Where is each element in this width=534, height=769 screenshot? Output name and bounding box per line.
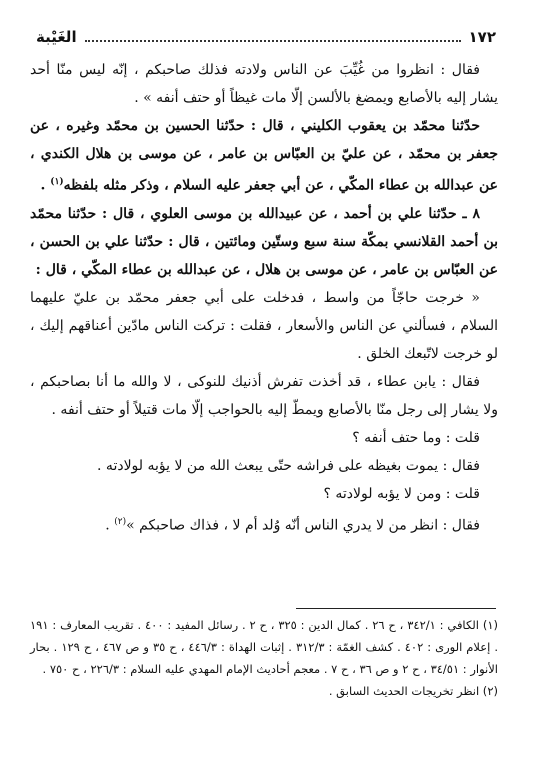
paragraph: فقال : يابن عطاء ، قد أخذت تفرش أذنيك للنوكى ، لا والله ما أنا بصاحبكم ، ولا يشار إلى رجل منّا بالأصابع ويمطّ إليه بالحواجب إلّا مات قتيلاً أو حتف أنفه . (30, 373, 498, 418)
main-text (30, 56, 498, 539)
paragraph-text: حدّثنا محمّد بن يعقوب الكليني ، قال : حدّثنا الحسين بن محمّد وغيره ، عن جعفر بن محمّد ، عن عليّ بن العبّاس بن عامر ، عن موسى بن هلال الكندي ، عن عبدالله بن عطاء المكّي ، عن أبي جعفر عليه السلام ، وذكر مثله بلفظه (30, 118, 498, 194)
paragraph: « خرجت حاجّاً من واسط ، فدخلت على أبي جعفر محمّد بن عليّ عليهما السلام ، فسألني عن الناس والأسعار ، فقلت : تركت الناس مادّين أعناقهم إليك ، لو خرجت لاتّبعك الخلق . (30, 289, 498, 362)
page-header (36, 26, 496, 48)
running-title: الغَيْبة (36, 28, 77, 46)
paragraph: قلت : ومن لا يؤبه لولادته ؟ (323, 485, 480, 502)
footnote: (٢) انظر تخريجات الحديث السابق . (328, 684, 498, 698)
paragraph: ٨ ـ حدّثنا علي بن أحمد ، عن عبيدالله بن موسى العلوي ، قال : حدّثنا محمّد بن أحمد القلانسي بمكّة سنة سبع وستّين ومائتين ، قال : حدّثنا علي بن الحسن ، عن العبّاس بن عامر ، عن موسى بن هلال ، عن عبدالله بن عطاء المكّي ، قال : (30, 205, 498, 278)
paragraph-text: فقال : انظر من لا يدري الناس أنّه وُلد أم لا ، فذاك صاحبكم » (126, 517, 480, 534)
footnote: (١) الكافي : ٣٤٢/١ ، ح ٢٦ . كمال الدين : ٣٢٥ ، ح ٢ . رسائل المفيد : ٤٠٠ . تقريب المعارف : ١٩١ . إعلام الورى : ٤٠٢ . كشف الغمّة : ٣١٢/٣ . إثبات الهداة : ٤٤٦/٣ ، ح ٣٥ و ص ٤٦٧ ، ح ١٢٩ . بحار الأنوار : ٣٤/٥١ ، ح ٢ و ص ٣٦ ، ح ٧ . معجم أحاديث الإمام المهدي عليه السلام : ٢٢٦/٣ ، ح ٧٥٠ . (30, 618, 498, 676)
header-dotted-leader (85, 32, 461, 42)
footnote-mark: (٢) (114, 516, 127, 527)
footnotes (30, 614, 498, 702)
paragraph: قلت : وما حتف أنفه ؟ (352, 429, 480, 446)
paragraph: فقال : انظر من لا يدري الناس أنّه وُلد أم لا ، فذاك صاحبكم »$^{(٢)}$ . (105, 516, 480, 534)
footnote-separator (296, 608, 496, 609)
paragraph: حدّثنا محمّد بن يعقوب الكليني ، قال : حدّثنا الحسين بن محمّد وغيره ، عن جعفر بن محمّد ، عن عليّ بن العبّاس بن عامر ، عن موسى بن هلال الكندي ، عن عبدالله بن عطاء المكّي ، عن أبي جعفر عليه السلام ، وذكر مثله بلفظه$^{(١)}$ . (30, 118, 498, 194)
paragraph: فقال : انظروا من غُيِّبَ عن الناس ولادته فذلك صاحبكم ، إنّه ليس منّا أحد يشار إليه بالأصابع ويمضغ بالألسن إلّا مات غيظاً أو حتف أنفه » . (30, 62, 498, 106)
footnote-mark: (١) (50, 177, 64, 187)
page-number: ١٧٢ (468, 28, 496, 46)
paragraph: فقال : يموت بغيظه على فراشه حتّى يبعث الله من لا يؤبه لولادته . (97, 457, 480, 474)
